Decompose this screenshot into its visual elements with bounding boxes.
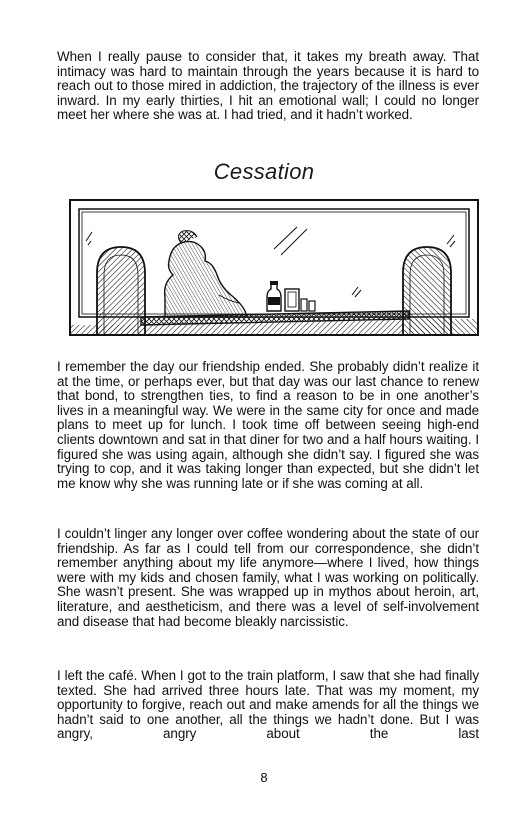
page-number: 8: [260, 770, 268, 785]
paragraph-2: I remember the day our friendship ended. She probably didn’t realize it at the time, or perhaps ever, but that day was our last chance to renew that bond, to strengthen ties, to find a reason to be in one another’s lives in a meaningful way. We were in the same city for once and made plans to meet up for lunch. I took time off between seeing high-end clients downtown and sat in that diner for two and a half hours waiting. I figured she was using again, although she didn’t say. I figured she was trying to cop, and it was taking longer than expected, but she didn’t let me know why she was running late or if she was coming at all.: [57, 359, 479, 491]
section-heading: Cessation: [213, 159, 315, 184]
paragraph-1: When I really pause to consider that, it takes my breath away. That intimacy was hard to maintain through the years because it is hard to reach out to those mired in addiction, the trajectory of the illness is ever inward. In my early thirties, I hit an emotional wall; I could no longer meet her where she was at. I had tried, and it hadn’t worked.: [57, 49, 479, 123]
paragraph-4: I left the café. When I got to the train platform, I saw that she had finally texted. She had arrived three hours late. That was my moment, my opportunity to forgive, reach out and make amends for all the things we hadn’t said to one another, all the things we hadn’t done. But I was angry, angry about the last: [57, 668, 479, 742]
paragraph-3: I couldn’t linger any longer over coffee wondering about the state of our friendship. As far as I could tell from our correspondence, she didn’t remember anything about my life anymore—where I lived, how things were with my kids and chosen family, what I was working on politically. She wasn’t present. She was wrapped up in mythos about heroin, art, literature, and aestheticism, and there was a level of self-involvement and disease that had become bleakly narcissistic.: [57, 526, 479, 629]
diner-illustration: [69, 199, 479, 336]
